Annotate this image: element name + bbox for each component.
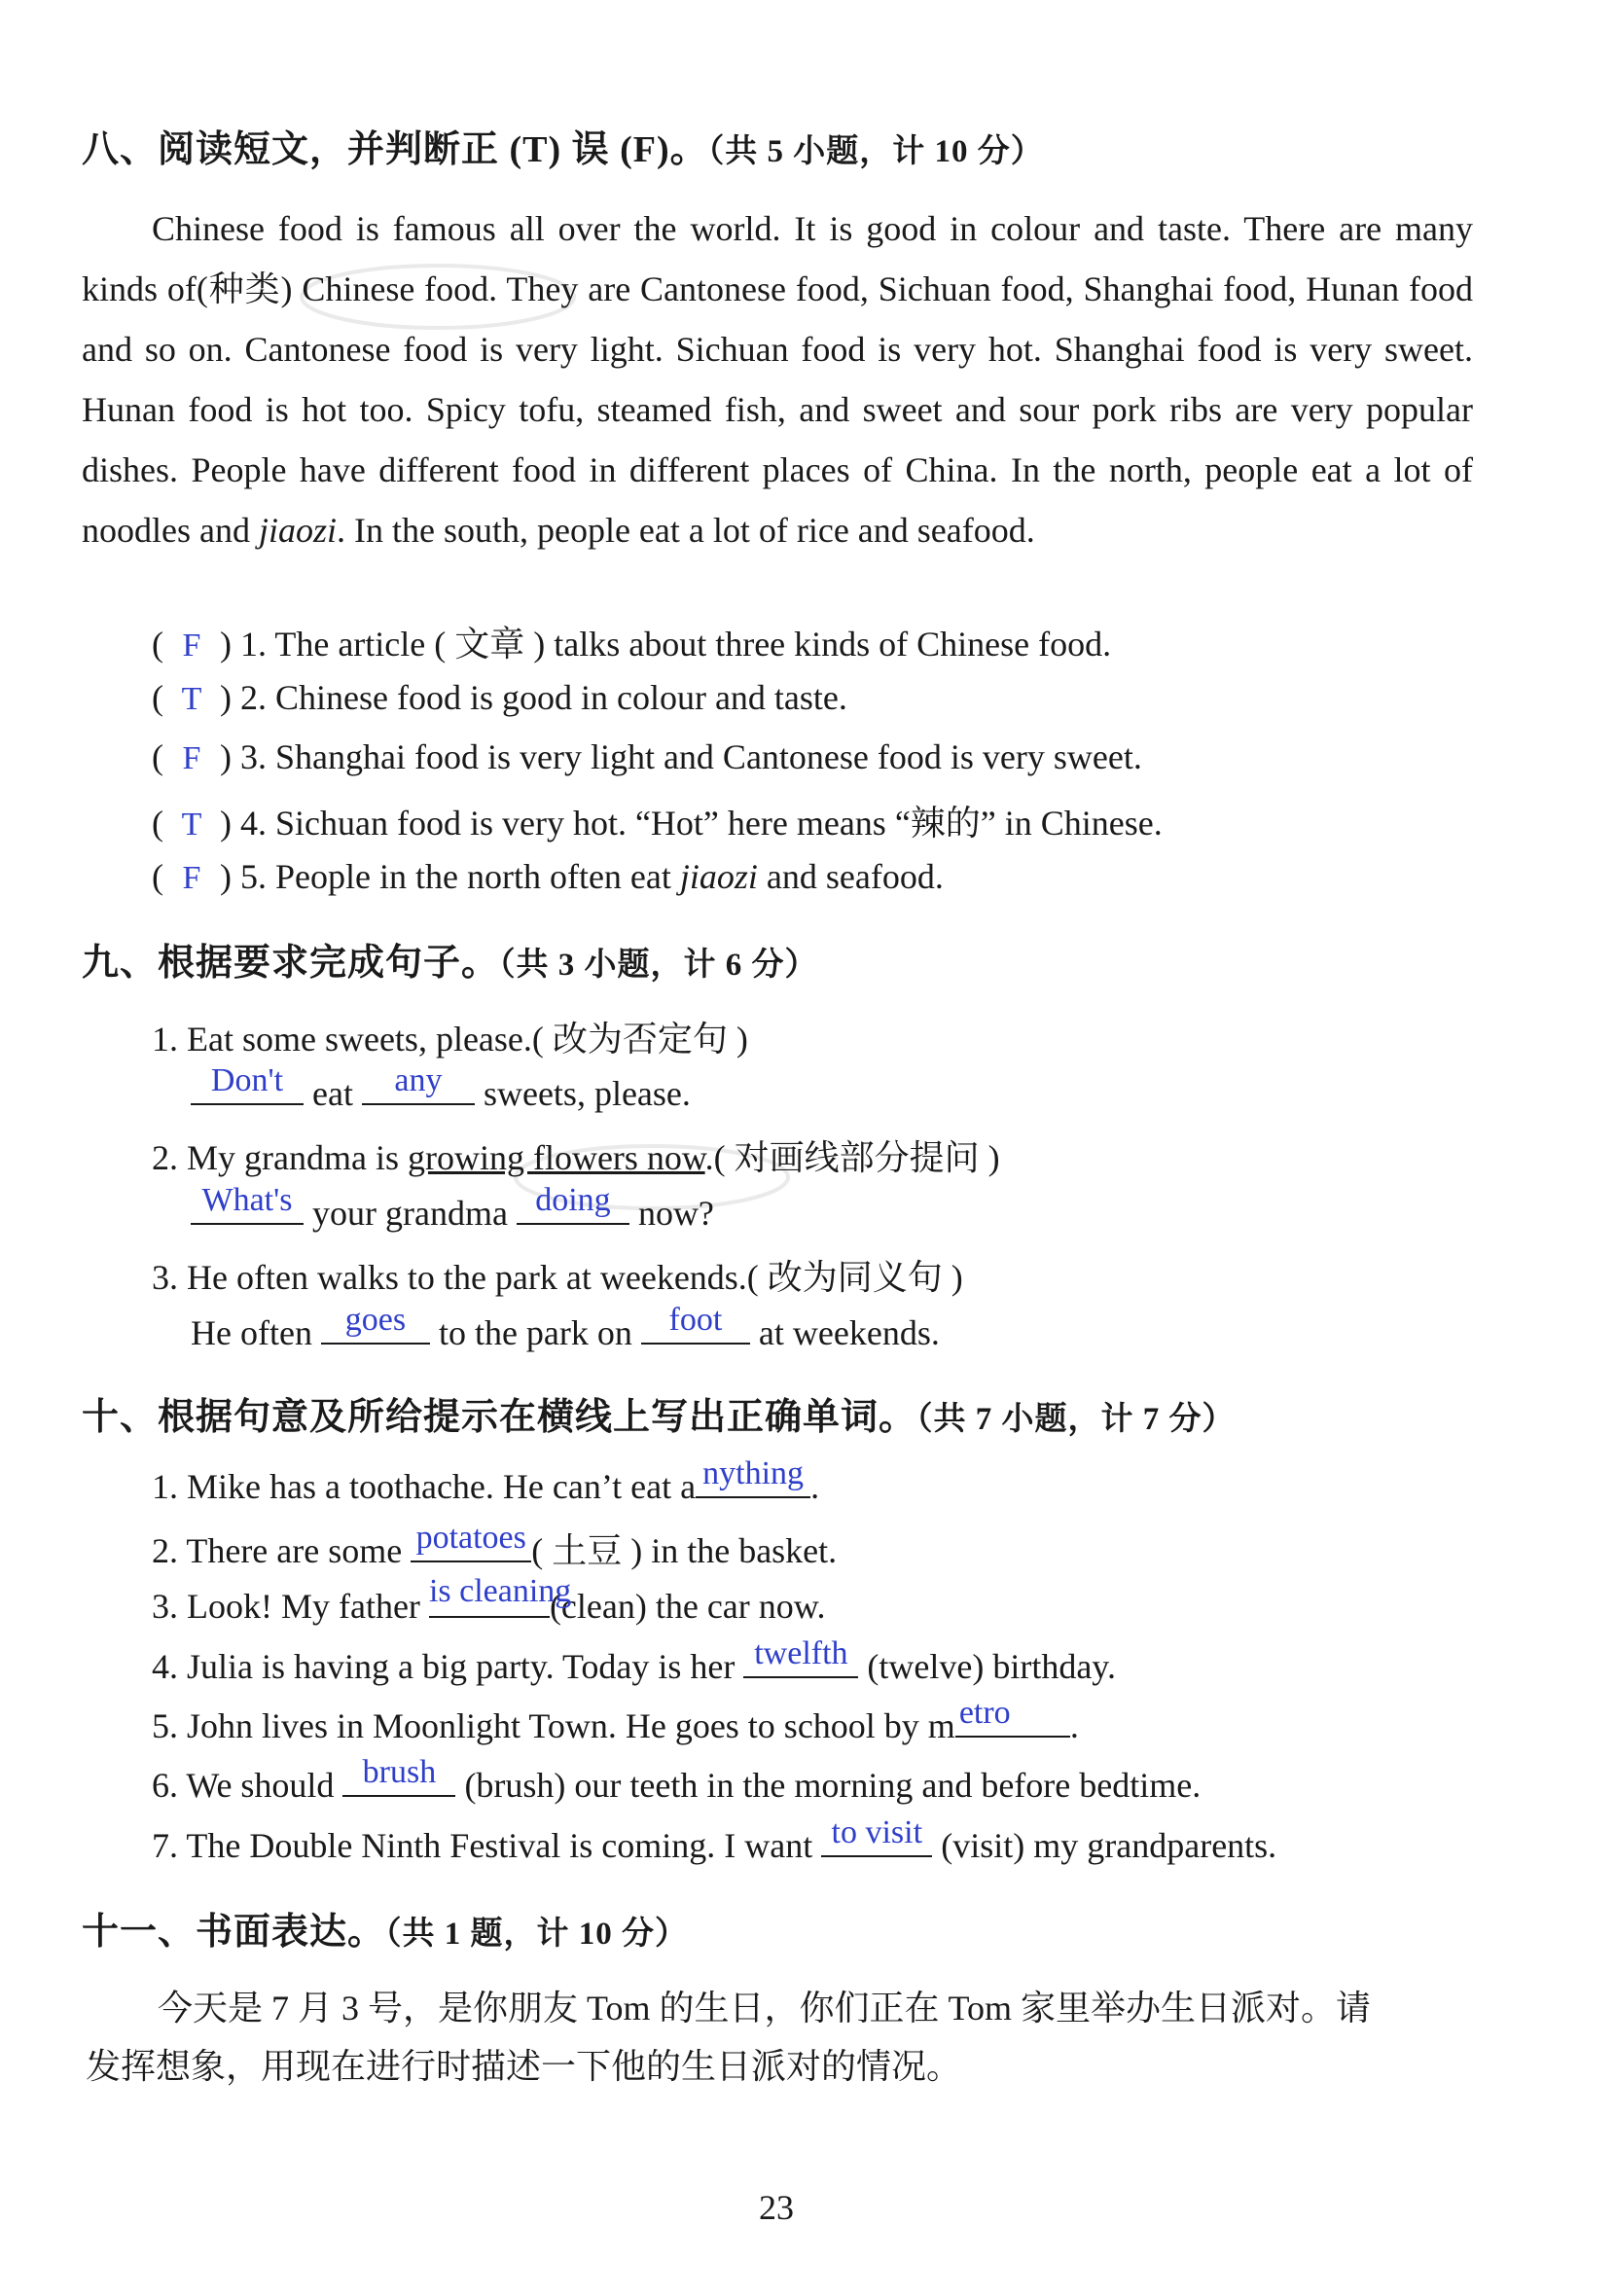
word-item (152, 1520, 838, 1573)
sentence-text: (visit) my grandparents. (941, 1826, 1277, 1865)
answer-blank[interactable] (641, 1302, 750, 1345)
sentence-text: your grandma (312, 1194, 508, 1233)
tf-text: 3. Shanghai food is very light and Cantonese food is very sweet. (240, 737, 1142, 776)
tf-item: ( F ) 1. The article ( 文章 ) talks about three kinds of Chinese food. (152, 625, 1112, 664)
word-item (152, 1635, 1116, 1687)
sentence-text: . (1069, 1706, 1079, 1745)
sentence-q3-answer-line (191, 1302, 940, 1353)
sentence-q2-prompt (152, 1130, 1000, 1180)
answer-text: etro (958, 1695, 1011, 1731)
section-9-meta: （共 3 小题，计 6 分） (499, 948, 818, 983)
page-number: 23 (759, 2188, 794, 2227)
sentence-text: at weekends. (758, 1313, 940, 1352)
tf-text-end: and seafood. (757, 857, 944, 896)
tf-text-italic: jiaozi (679, 857, 758, 896)
answer-blank[interactable] (321, 1302, 430, 1345)
sentence-text: eat (312, 1074, 353, 1113)
sentence-text: He often (191, 1313, 312, 1352)
sentence-text: 3. Look! My father (152, 1587, 420, 1626)
sentence-q1-answer-line (191, 1062, 691, 1114)
section-11-heading (82, 1901, 688, 1955)
sentence-text: 4. Julia is having a big party. Today is her (152, 1647, 736, 1686)
tf-answer: F (182, 860, 201, 896)
answer-text: Don't (210, 1062, 284, 1098)
word-item (152, 1695, 1079, 1746)
reading-passage (82, 198, 1473, 560)
section-10-heading (82, 1386, 1236, 1440)
passage-text-end: . In the south, people eat a lot of rice and seafood. (336, 511, 1035, 550)
sentence-text: (brush) our teeth in the morning and before bedtime. (464, 1766, 1202, 1805)
answer-blank[interactable] (696, 1455, 810, 1498)
tf-item: ( F ) 3. Shanghai food is very light and Cantonese food is very sweet. (152, 737, 1142, 776)
sentence-text: 1. Mike has a toothache. He can’t eat a (152, 1467, 697, 1506)
tf-item: ( T ) 4. Sichuan food is very hot. “Hot” here means “辣的” in Chinese. (152, 804, 1163, 843)
sentence-text: sweets, please. (483, 1074, 691, 1113)
answer-text: doing (535, 1182, 611, 1218)
sentence-text: to the park on (438, 1313, 632, 1352)
section-11-title: 十一、书面表达。 (82, 1912, 386, 1953)
answer-text: potatoes (415, 1520, 526, 1556)
word-item (152, 1455, 820, 1507)
word-item (152, 1573, 826, 1627)
section-8-meta: （共 5 小题，计 10 分） (707, 134, 1044, 169)
sentence-text: 2. My grandma is (152, 1138, 408, 1177)
sentence-text: ( 土豆 ) in the basket. (531, 1531, 838, 1570)
answer-text: goes (344, 1302, 407, 1338)
section-9-title: 九、根据要求完成句子。 (82, 943, 500, 984)
answer-blank[interactable] (411, 1520, 531, 1562)
answer-blank[interactable] (955, 1695, 1070, 1738)
sentence-text: .( 对画线部分提问 ) (704, 1138, 1000, 1177)
word-item (152, 1754, 1202, 1806)
section-11-meta: （共 1 题，计 10 分） (385, 1917, 689, 1952)
sentence-text: . (810, 1467, 820, 1506)
answer-blank[interactable] (821, 1814, 932, 1857)
answer-text: foot (668, 1302, 723, 1338)
answer-blank[interactable] (191, 1182, 304, 1225)
answer-text: is cleaning (428, 1573, 572, 1609)
sentence-text: (clean) the car now. (549, 1587, 826, 1626)
answer-blank[interactable] (428, 1573, 572, 1618)
answer-text: nything (702, 1455, 805, 1491)
writing-prompt-line-1: 今天是 7 月 3 号，是你朋友 Tom 的生日，你们正在 Tom 家里举办生日派对。请 (158, 1989, 1371, 2027)
tf-item: ( T ) 2. Chinese food is good in colour and taste. (152, 678, 847, 717)
section-9-heading (82, 932, 818, 986)
sentence-q3-prompt: 3. He often walks to the park at weekends.( 改为同义句 ) (152, 1258, 963, 1297)
writing-prompt-line-2: 发挥想象，用现在进行时描述一下他的生日派对的情况。 (86, 2047, 962, 2086)
sentence-text: 5. John lives in Moonlight Town. He goes to school by m (152, 1706, 955, 1745)
tf-answer: F (182, 740, 201, 776)
sentence-text: 2. There are some (152, 1531, 403, 1570)
sentence-text: 7. The Double Ninth Festival is coming. I want (152, 1826, 813, 1865)
word-item (152, 1814, 1277, 1866)
answer-text: twelfth (754, 1635, 848, 1671)
answer-blank[interactable] (342, 1754, 455, 1797)
answer-text: to visit (831, 1814, 923, 1850)
tf-item: ( F ) 5. People in the north often eat jiaozi and seafood. (152, 857, 944, 896)
tf-text: 2. Chinese food is good in colour and taste. (240, 678, 847, 717)
tf-answer: F (182, 628, 201, 664)
sentence-text: (twelve) birthday. (867, 1647, 1116, 1686)
answer-text: any (394, 1062, 443, 1098)
sentence-text: now? (637, 1194, 714, 1233)
answer-blank[interactable] (362, 1062, 475, 1105)
tf-text: 5. People in the north often eat (240, 857, 680, 896)
sentence-q2-answer-line (191, 1182, 714, 1234)
answer-blank[interactable] (517, 1182, 629, 1225)
section-8-heading (82, 119, 1044, 172)
section-8-title: 八、阅读短文，并判断正 (T) 误 (F)。 (82, 129, 708, 170)
section-10-meta: （共 7 小题，计 7 分） (916, 1402, 1236, 1437)
sentence-q1-prompt: 1. Eat some sweets, please.( 改为否定句 ) (152, 1020, 748, 1058)
section-10-title: 十、根据句意及所给提示在横线上写出正确单词。 (82, 1397, 917, 1438)
passage-text: Chinese food is famous all over the world. It is good in colour and taste. There are many kinds of(种类) Chinese food. They are Cantonese food, Sichuan food, Shanghai food, Hunan food and so on. Cantonese food is very light. Sichuan food is very hot. Shanghai food is very sweet. Hunan food is hot too. Spicy tofu, steamed fish, and sweet and sour pork ribs are very popular dishes. People have different food in different places of China. In the north, people eat a lot of noodles and (82, 209, 1473, 550)
answer-text: brush (362, 1754, 437, 1790)
passage-italic: jiaozi (258, 511, 337, 550)
answer-blank[interactable] (743, 1635, 858, 1678)
tf-text: 4. Sichuan food is very hot. “Hot” here means “辣的” in Chinese. (240, 804, 1163, 843)
tf-answer: T (181, 807, 202, 843)
answer-blank[interactable] (191, 1062, 304, 1105)
sentence-text: 6. We should (152, 1766, 335, 1805)
underlined-phrase: growing flowers now (407, 1138, 705, 1177)
answer-text: What's (201, 1182, 293, 1218)
tf-text: 1. The article ( 文章 ) talks about three kinds of Chinese food. (240, 625, 1112, 664)
tf-answer: T (181, 681, 202, 717)
